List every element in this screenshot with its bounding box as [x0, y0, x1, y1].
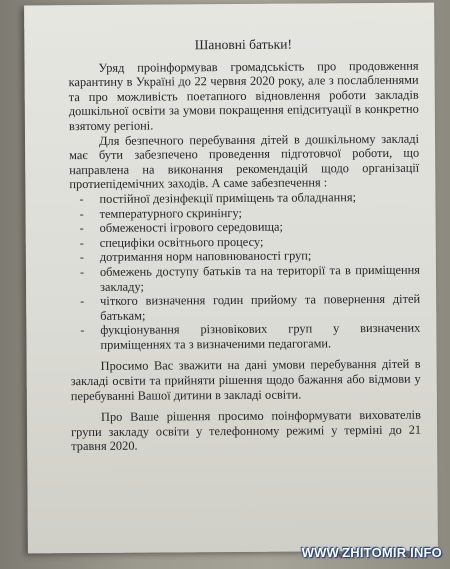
list-item: - постійної дезінфекції приміщень та обладнання;	[79, 190, 419, 207]
measures-intro-paragraph: Для безпечного перебування дітей в дошкільному закладі має бути забезпечено проведення підготовчої роботи, що направлена на виконання рекомендацій щодо організації протиепідемічних заходів. А саме забезпечення :	[69, 131, 420, 192]
watermark-tld: INFO	[410, 545, 442, 560]
watermark-name: ZHITOMIR	[342, 545, 407, 560]
site-watermark	[302, 545, 442, 560]
list-item: - температурного скринінгу;	[79, 204, 419, 221]
intro-paragraph: Уряд проінформував громадськість про продовження карантину в Україні до 22 червня 2020 року, але з послабленнями та про можливість поетапного відновлення роботи закладів дошкільної освіти за умови покращення епідситуації в конкретно взятому регіоні.	[68, 58, 419, 134]
list-item: - специфіки освітнього процесу;	[80, 233, 420, 250]
watermark-prefix: WWW	[301, 545, 339, 560]
measures-list	[69, 190, 420, 353]
paper-sheet	[24, 3, 438, 554]
watermark-dot: .	[338, 545, 343, 560]
letter-title: Шановні батьки!	[194, 36, 292, 53]
closing-paragraph: Про Ваше рішення просимо поінформувати вихователів групи закладу освіти у телефонному режимі у терміні до 21 травня 2020.	[71, 407, 422, 454]
list-item: - фукціонування різновікових груп у визначених приміщеннях та з визначеними педагогами.	[80, 321, 420, 353]
list-item: - обмеженості ігрового середовища;	[80, 219, 420, 236]
watermark-dot: .	[406, 545, 411, 560]
list-item: - обмежень доступу батьків та на території та в приміщення закладу;	[80, 263, 420, 295]
request-paragraph: Просимо Вас зважити на дані умови перебування дітей в закладі освіти та прийняти рішення щодо бажання або відмови у перебуванні Вашої дитини в закладі освіти.	[70, 357, 421, 403]
letter-body	[68, 37, 421, 454]
list-item: - дотримання норм наповнюваності груп;	[80, 248, 420, 265]
list-item: - чіткого визначення годин прийому та повернення дітей батькам;	[80, 292, 420, 324]
